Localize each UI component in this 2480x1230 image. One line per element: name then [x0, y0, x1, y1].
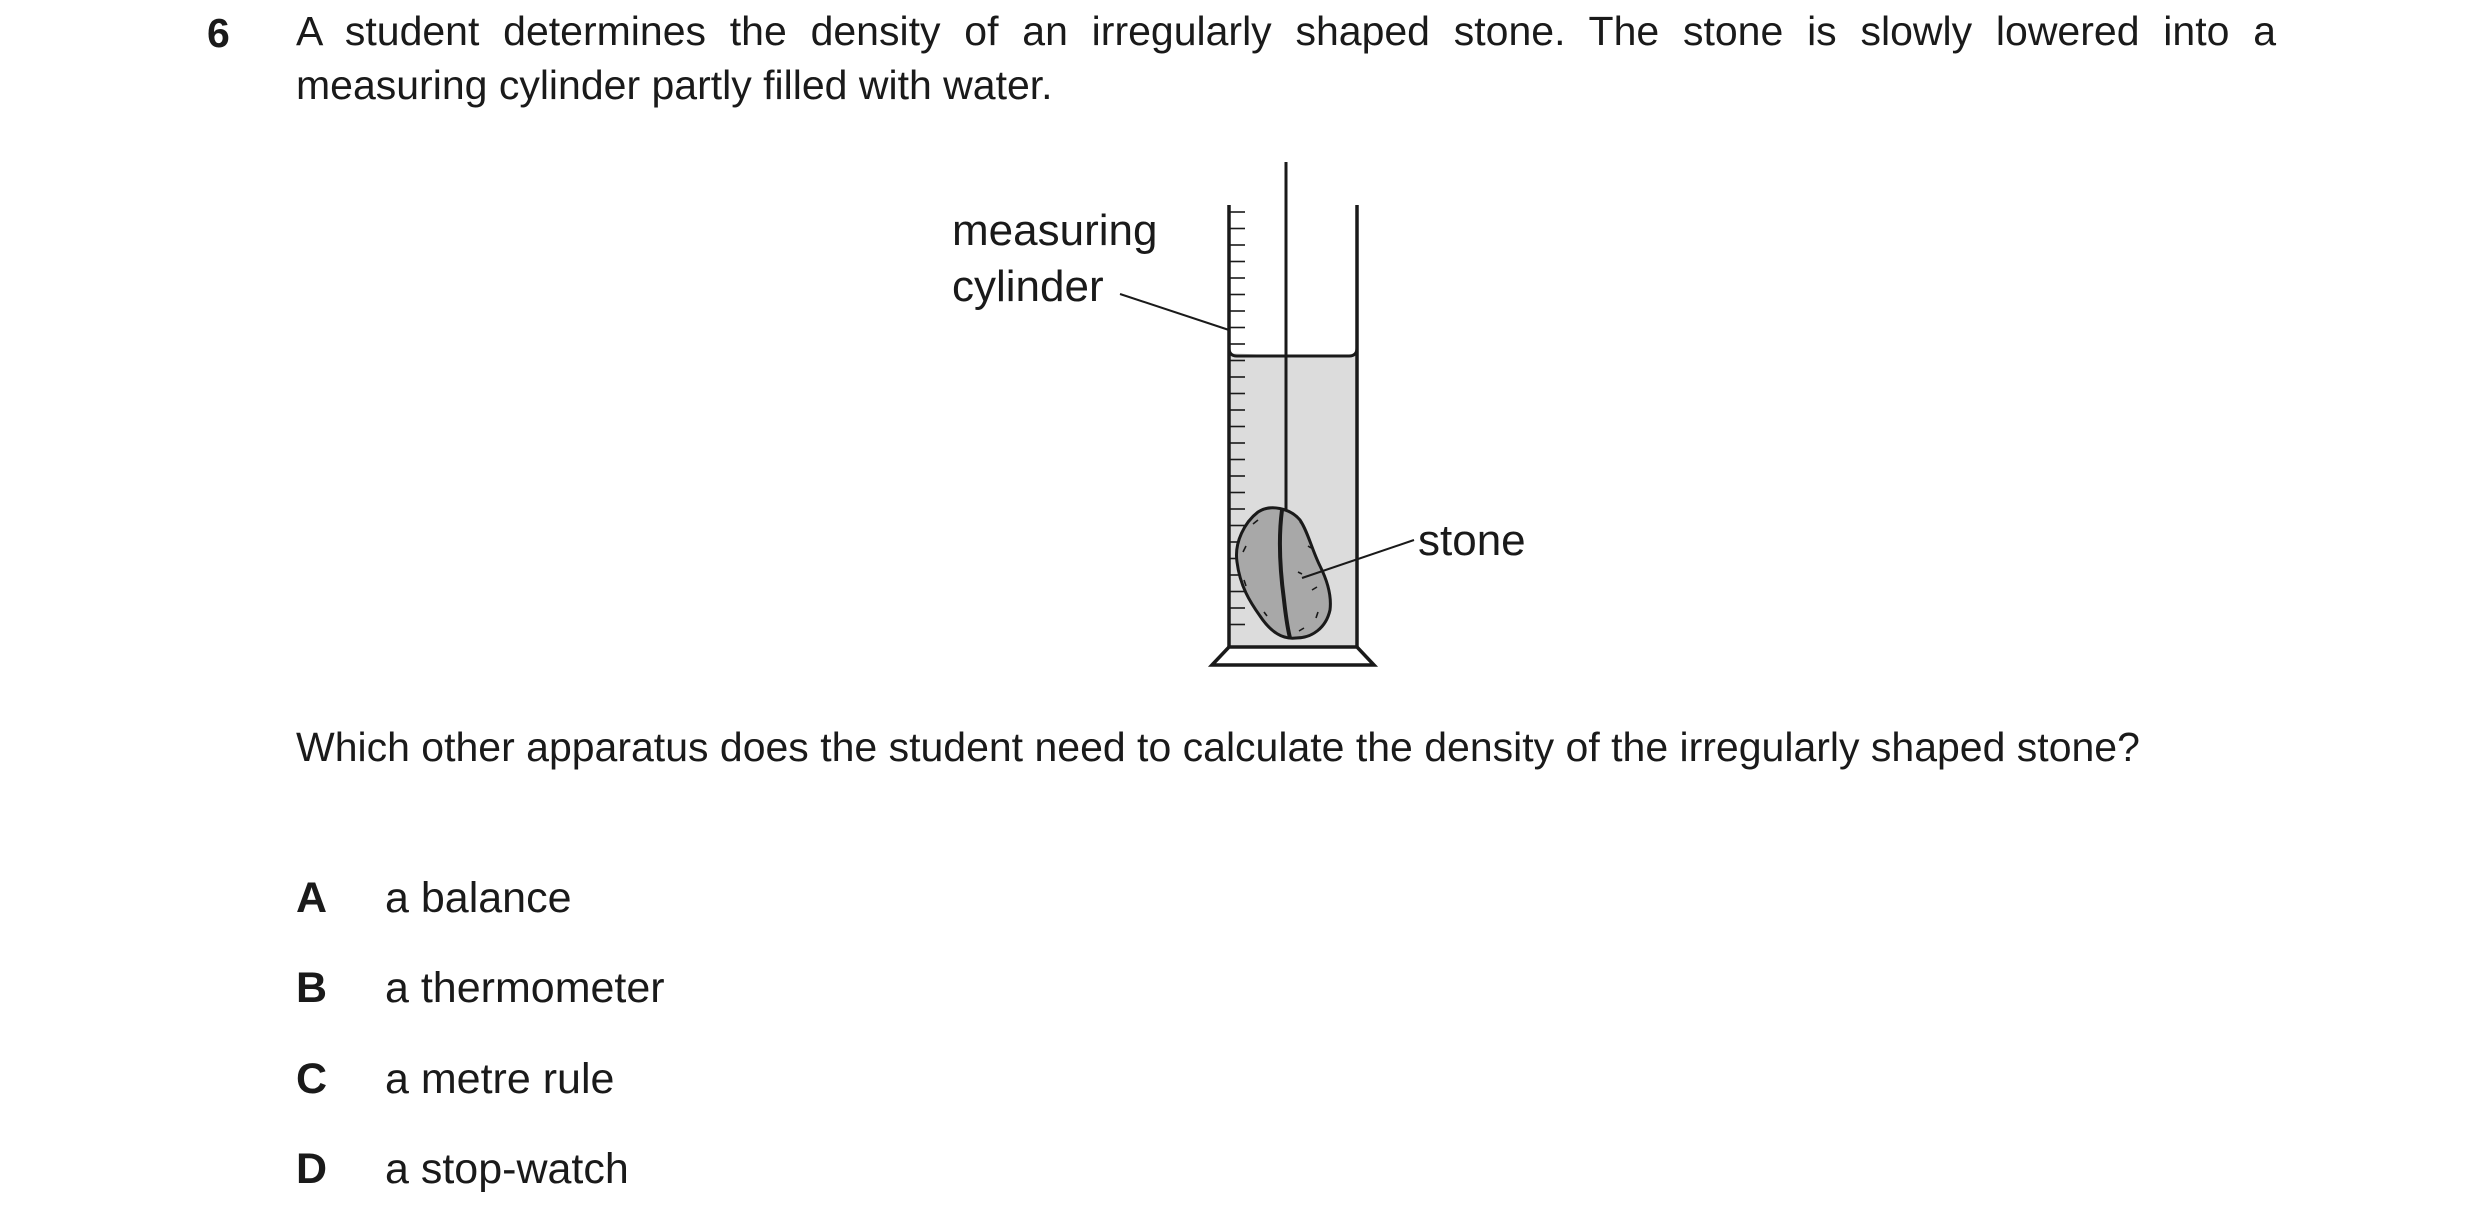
option-text: a stop-watch	[385, 1145, 629, 1193]
measuring-cylinder-diagram	[940, 150, 1580, 680]
option-text: a metre rule	[385, 1055, 615, 1103]
question-prompt: Which other apparatus does the student need to calculate the density of the irregularly shaped stone?	[296, 724, 2140, 770]
option-text: a thermometer	[385, 964, 665, 1012]
option-letter: A	[296, 874, 328, 922]
cylinder-leader-line	[1120, 294, 1229, 330]
question-number: 6	[207, 10, 230, 56]
cylinder-base	[1212, 647, 1374, 665]
question-intro: A student determines the density of an irregularly shaped stone. The stone is slowly lowered into a measuring cylinder partly filled with water.	[296, 8, 2276, 108]
label-cylinder: cylinder	[952, 262, 1104, 311]
option-letter: D	[296, 1145, 328, 1193]
option-text: a balance	[385, 874, 572, 922]
option-letter: C	[296, 1055, 328, 1103]
label-measuring: measuring	[952, 206, 1158, 255]
option-letter: B	[296, 964, 328, 1012]
label-stone: stone	[1418, 516, 1526, 565]
water-surface	[1229, 348, 1357, 356]
